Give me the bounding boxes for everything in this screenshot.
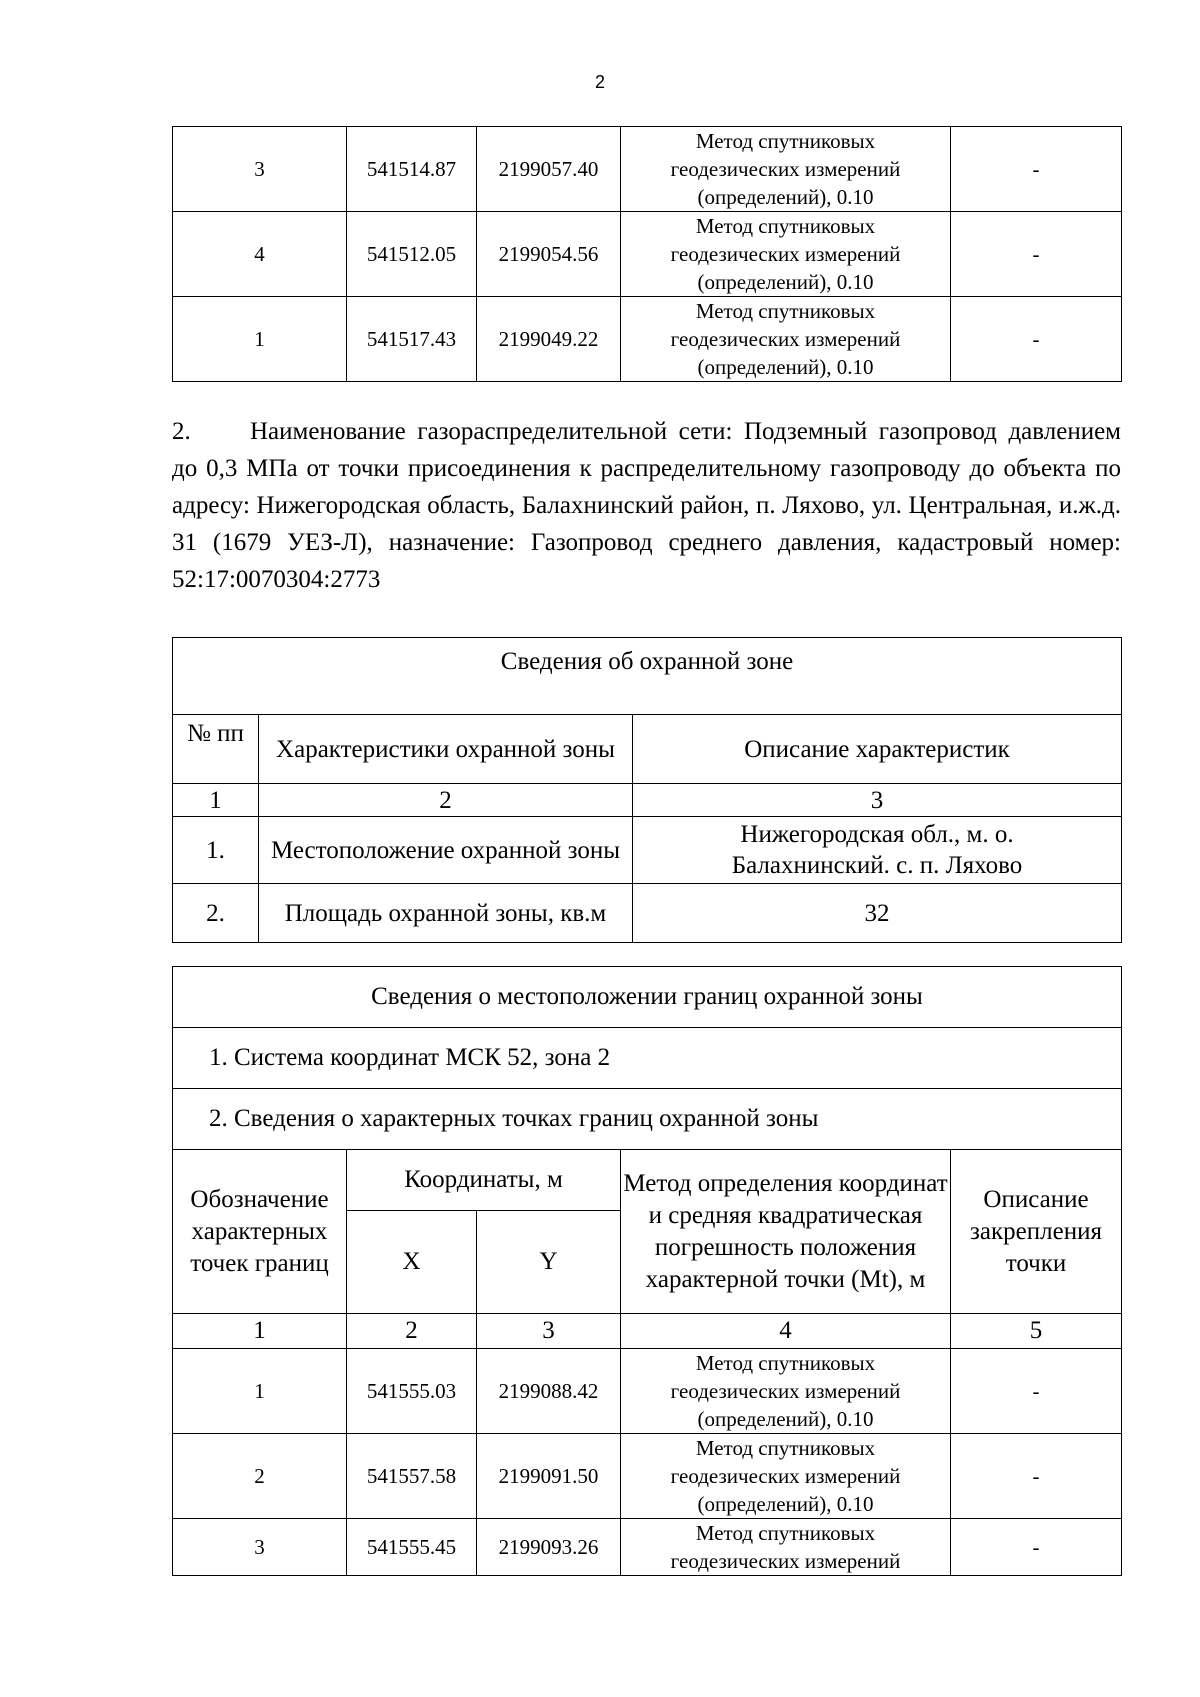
method-line: геодезических измерений bbox=[670, 242, 901, 266]
method-cell bbox=[621, 212, 951, 297]
header-characteristics: Характеристики охранной зоны bbox=[259, 715, 633, 784]
row-number: 2. bbox=[173, 884, 259, 943]
table-row bbox=[173, 212, 1122, 297]
col-number: 3 bbox=[477, 1314, 621, 1349]
table-row bbox=[173, 1089, 1122, 1150]
coord-x: 541512.05 bbox=[347, 212, 477, 297]
table-row bbox=[173, 884, 1122, 943]
row-value bbox=[633, 817, 1122, 884]
table-row bbox=[173, 297, 1122, 382]
point-desc: - bbox=[951, 1349, 1122, 1434]
method-line: (определений), 0.10 bbox=[697, 1407, 874, 1431]
table-row bbox=[173, 1349, 1122, 1434]
point-desc: - bbox=[951, 1434, 1122, 1519]
row-number: 1. bbox=[173, 817, 259, 884]
point-id: 1 bbox=[173, 297, 347, 382]
table-row bbox=[173, 638, 1122, 715]
method-cell bbox=[621, 297, 951, 382]
method-cell bbox=[621, 1349, 951, 1434]
table-row bbox=[173, 715, 1122, 784]
method-line: геодезических измерений bbox=[670, 327, 901, 351]
coord-y: 2199088.42 bbox=[477, 1349, 621, 1434]
method-line: (определений), 0.10 bbox=[697, 1492, 874, 1516]
point-id: 1 bbox=[173, 1349, 347, 1434]
header-y: Y bbox=[477, 1211, 621, 1314]
coord-y: 2199054.56 bbox=[477, 212, 621, 297]
coord-x: 541514.87 bbox=[347, 127, 477, 212]
col-number: 2 bbox=[259, 784, 633, 817]
method-line: Метод спутниковых bbox=[695, 1521, 876, 1545]
method-line: (определений), 0.10 bbox=[697, 355, 874, 379]
points-continued-table bbox=[172, 126, 1122, 382]
header-method: Метод определения координат и средняя квадратическая погрешность положения характерной точки (Mt), м bbox=[621, 1150, 951, 1314]
table-row bbox=[173, 1028, 1122, 1089]
method-cell bbox=[621, 1434, 951, 1519]
row-name: Местоположение охранной зоны bbox=[259, 817, 633, 884]
point-id: 2 bbox=[173, 1434, 347, 1519]
point-desc: - bbox=[951, 212, 1122, 297]
col-number: 1 bbox=[173, 784, 259, 817]
coord-x: 541557.58 bbox=[347, 1434, 477, 1519]
boundary-info-title: Сведения о местоположении границ охранной зоны bbox=[173, 967, 1122, 1028]
table-row bbox=[173, 784, 1122, 817]
table-row bbox=[173, 1434, 1122, 1519]
coord-y: 2199091.50 bbox=[477, 1434, 621, 1519]
method-line: геодезических измерений bbox=[670, 1379, 901, 1403]
zone-info-title: Сведения об охранной зоне bbox=[173, 638, 1122, 715]
method-cell bbox=[621, 1519, 951, 1576]
section-number: 2. bbox=[172, 418, 191, 445]
coord-system: 1. Система координат МСК 52, зона 2 bbox=[173, 1028, 1122, 1089]
method-line: геодезических измерений bbox=[670, 1464, 901, 1488]
method-line: Метод спутниковых bbox=[695, 214, 876, 238]
point-desc: - bbox=[951, 127, 1122, 212]
coord-y: 2199093.26 bbox=[477, 1519, 621, 1576]
points-title: 2. Сведения о характерных точках границ охранной зоны bbox=[173, 1089, 1122, 1150]
method-line: (определений), 0.10 bbox=[697, 270, 874, 294]
method-line: Метод спутниковых bbox=[695, 1351, 876, 1375]
method-line: геодезических измерений bbox=[670, 157, 901, 181]
point-id: 4 bbox=[173, 212, 347, 297]
coord-y: 2199049.22 bbox=[477, 297, 621, 382]
table-row bbox=[173, 1314, 1122, 1349]
value-line: Нижегородская обл., м. о. bbox=[740, 821, 1014, 848]
col-number: 2 bbox=[347, 1314, 477, 1349]
coord-x: 541517.43 bbox=[347, 297, 477, 382]
method-line: Метод спутниковых bbox=[695, 129, 876, 153]
table-row bbox=[173, 1150, 1122, 1211]
table-row bbox=[173, 1519, 1122, 1576]
boundary-info-table bbox=[172, 966, 1122, 1576]
point-id: 3 bbox=[173, 1519, 347, 1576]
point-id: 3 bbox=[173, 127, 347, 212]
row-name: Площадь охранной зоны, кв.м bbox=[259, 884, 633, 943]
col-number: 5 bbox=[951, 1314, 1122, 1349]
row-value: 32 bbox=[633, 884, 1122, 943]
point-desc: - bbox=[951, 297, 1122, 382]
table-row bbox=[173, 817, 1122, 884]
method-cell bbox=[621, 127, 951, 212]
col-number: 1 bbox=[173, 1314, 347, 1349]
method-line: Метод спутниковых bbox=[695, 1436, 876, 1460]
method-line: Метод спутниковых bbox=[695, 299, 876, 323]
header-description: Описание характеристик bbox=[633, 715, 1122, 784]
header-coords: Координаты, м bbox=[347, 1150, 621, 1211]
table-row bbox=[173, 127, 1122, 212]
coord-x: 541555.03 bbox=[347, 1349, 477, 1434]
zone-info-table bbox=[172, 637, 1122, 943]
page-number: 2 bbox=[594, 72, 605, 92]
col-number: 3 bbox=[633, 784, 1122, 817]
value-line: Балахнинский. с. п. Ляхово bbox=[731, 852, 1023, 879]
section-2-paragraph bbox=[172, 413, 1121, 598]
header-x: X bbox=[347, 1211, 477, 1314]
col-number: 4 bbox=[621, 1314, 951, 1349]
table-row bbox=[173, 967, 1122, 1028]
coord-x: 541555.45 bbox=[347, 1519, 477, 1576]
section-text: Наименование газораспределительной сети: Подземный газопровод давлением до 0,3 МПа от точки присоединения к распределительному газопроводу до объекта по адресу: Нижегородская область, Балахнинский район, п. Ляхово, ул. Центральная, и.ж.д. 31 (1679 УЕЗ-Л), назначение: Газопровод среднего давления, кадастровый номер: 52:17:0070304:2773 bbox=[172, 418, 1121, 593]
header-num: № пп bbox=[173, 715, 259, 784]
point-desc: - bbox=[951, 1519, 1122, 1576]
coord-y: 2199057.40 bbox=[477, 127, 621, 212]
method-line: (определений), 0.10 bbox=[697, 185, 874, 209]
header-desc: Описание закрепления точки bbox=[951, 1150, 1122, 1314]
method-line: геодезических измерений bbox=[670, 1549, 901, 1573]
header-point: Обозначение характерных точек границ bbox=[173, 1150, 347, 1314]
